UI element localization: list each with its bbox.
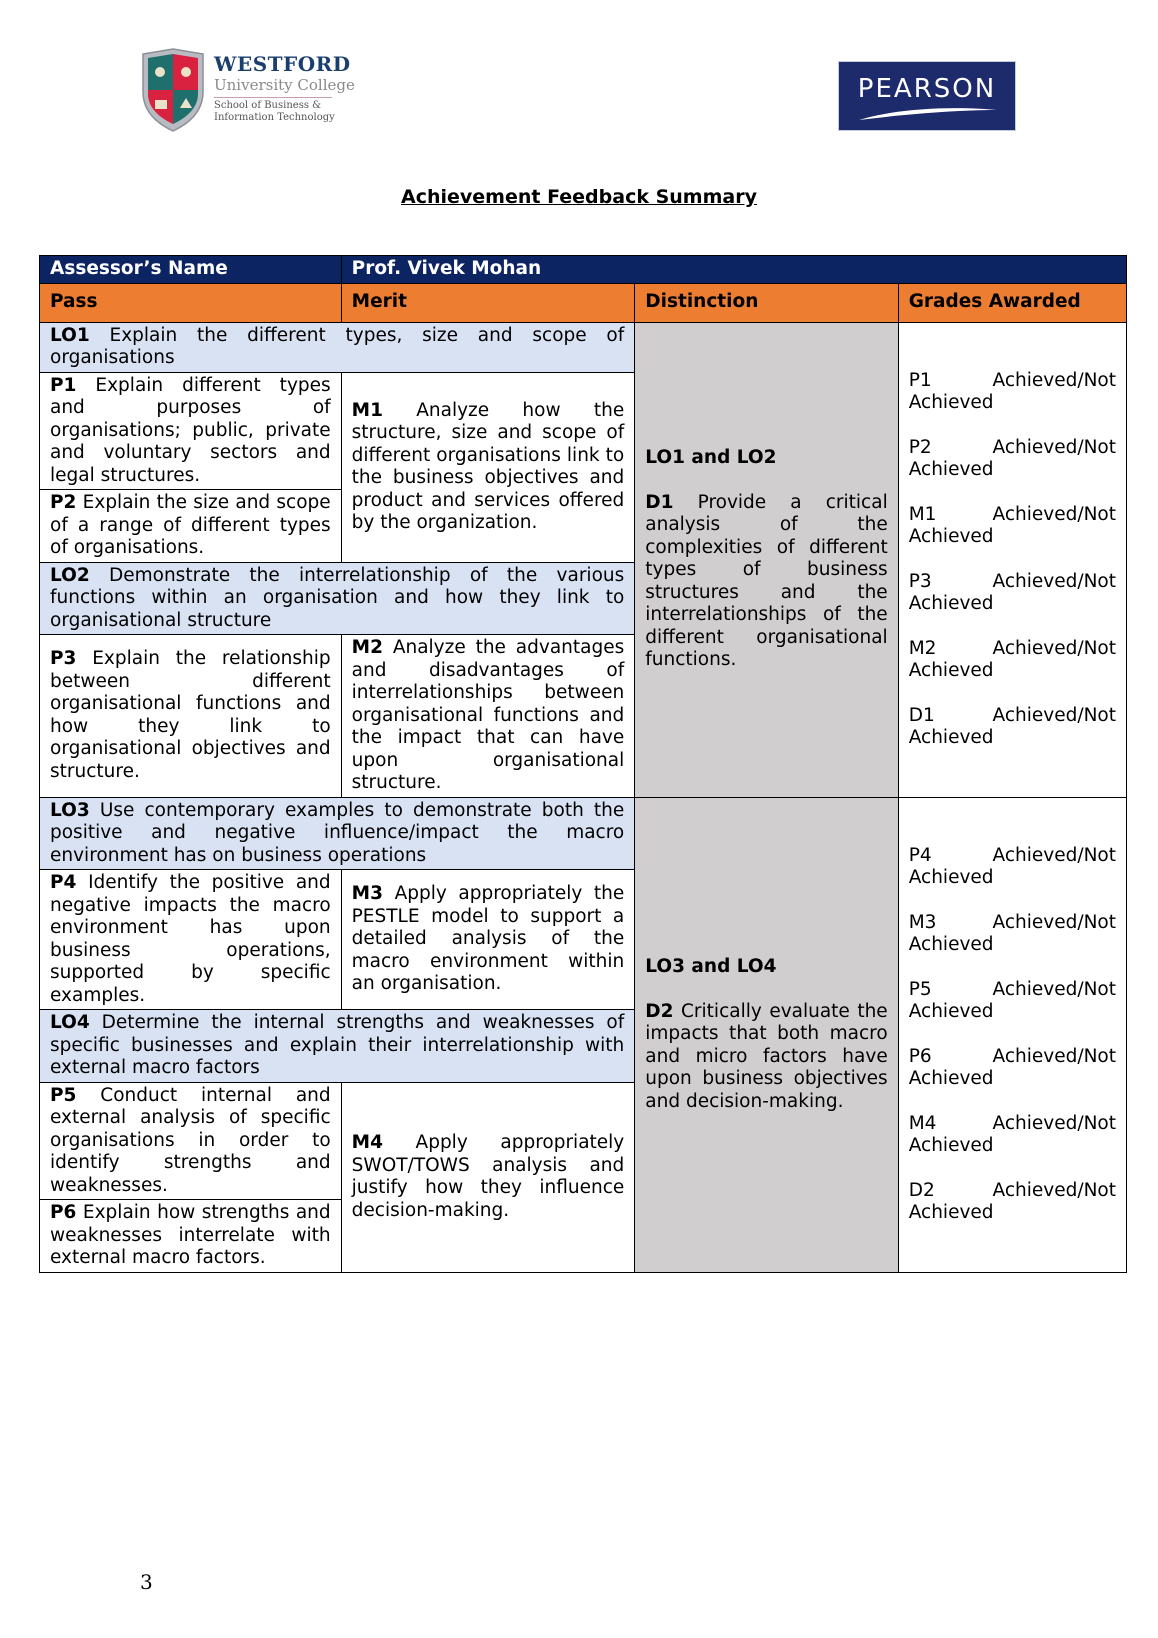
- d2-heading: LO3 and LO4: [645, 956, 777, 977]
- d2-code: D2: [645, 1000, 674, 1022]
- p2-cell: [40, 490, 342, 563]
- p3-cell: [40, 635, 342, 798]
- westford-shield-icon: [140, 48, 206, 132]
- document-title: Achievement Feedback Summary: [401, 186, 757, 208]
- grade-p5: P5 Achieved/Not Achieved: [908, 978, 1116, 1022]
- pearson-swoosh-icon: [857, 106, 999, 122]
- assessor-row: [40, 256, 1127, 284]
- assessor-value: Prof. Vivek Mohan: [341, 256, 1126, 284]
- d1-text: Provide a critical analysis of the complexities of different types of business structures and the interrelationships of the different organisational functions.: [645, 491, 888, 671]
- lo4-cell: [40, 1010, 635, 1083]
- m2-text: Analyze the advantages and disadvantages of interrelationships between organisational functions and the impact that can have upon organisational structure.: [351, 637, 625, 793]
- p5-cell: [40, 1082, 342, 1200]
- p1-text: Explain different types and purposes of organisations; public, private and voluntary sectors and legal structures.: [50, 374, 331, 486]
- grade-p2: P2 Achieved/Not Achieved: [908, 436, 1116, 480]
- m1-cell: [341, 372, 635, 562]
- lo1-row: [40, 322, 1127, 372]
- m3-code: M3: [351, 883, 383, 905]
- grade-m2: M2 Achieved/Not Achieved: [908, 637, 1116, 681]
- m4-text: Apply appropriately SWOT/TOWS analysis and justify how they influence decision-making.: [351, 1132, 625, 1221]
- p3-text: Explain the relationship between different organisational functions and how they link to organisational objectives and structure.: [50, 648, 331, 782]
- grade-p1: P1 Achieved/Not Achieved: [908, 369, 1116, 413]
- distinction-d2-cell: [635, 797, 898, 1272]
- westford-school-line1: School of Business &: [214, 100, 322, 111]
- p5-code: P5: [50, 1084, 77, 1106]
- westford-subtitle: University College: [214, 76, 355, 94]
- achievement-table: [39, 255, 1127, 1273]
- m3-text: Apply appropriately the PESTLE model to support a detailed analysis of the macro environment within an organisation.: [351, 883, 625, 995]
- lo1-code: LO1: [50, 324, 90, 346]
- m1-text: Analyze how the structure, size and scope of different organisations link to the business objectives and product and services offered by the organization.: [351, 399, 625, 533]
- lo4-text: Determine the internal strengths and weaknesses of specific businesses and explain their interrelationship with external macro factors: [50, 1012, 625, 1078]
- p2-text: Explain the size and scope of a range of different types of organisations.: [50, 492, 331, 558]
- grade-m1: M1 Achieved/Not Achieved: [908, 503, 1116, 547]
- grade-d2: D2 Achieved/Not Achieved: [908, 1179, 1116, 1223]
- westford-logo: [140, 48, 355, 132]
- grade-m4: M4 Achieved/Not Achieved: [908, 1112, 1116, 1156]
- m4-code: M4: [351, 1132, 383, 1153]
- grades-group-2: [898, 797, 1126, 1272]
- d1-criterion: [645, 492, 887, 672]
- d2-criterion: [645, 1001, 887, 1114]
- p2-code: P2: [50, 492, 77, 513]
- assessor-label: Assessor’s Name: [40, 256, 342, 284]
- westford-name: WESTFORD: [214, 52, 351, 76]
- d1-heading: LO1 and LO2: [645, 447, 777, 469]
- lo3-cell: [40, 797, 635, 870]
- column-header-row: [40, 283, 1127, 322]
- grade-m3: M3 Achieved/Not Achieved: [908, 911, 1116, 955]
- westford-school-line2: Information Technology: [214, 112, 335, 123]
- p5-text: Conduct internal and external analysis of specific organisations in order to identify strengths and weaknesses.: [50, 1084, 331, 1196]
- p1-code: P1: [50, 374, 77, 396]
- grade-p4: P4 Achieved/Not Achieved: [908, 844, 1116, 888]
- lo3-code: LO3: [50, 799, 90, 821]
- m2-cell: [341, 635, 635, 798]
- lo3-row: [40, 797, 1127, 870]
- lo4-code: LO4: [50, 1012, 90, 1033]
- distinction-header: Distinction: [635, 283, 898, 322]
- p3-code: P3: [50, 648, 77, 670]
- m1-code: M1: [351, 399, 383, 421]
- p6-cell: [40, 1200, 342, 1273]
- m4-cell: [341, 1082, 635, 1272]
- grades-header: Grades Awarded: [898, 283, 1126, 322]
- m3-cell: [341, 870, 635, 1010]
- lo1-cell: [40, 322, 635, 372]
- lo2-text: Demonstrate the interrelationship of the various functions within an organisation and how they link to organisational structure: [50, 564, 625, 631]
- p1-cell: [40, 372, 342, 490]
- p6-text: Explain how strengths and weaknesses interrelate with external macro factors.: [50, 1202, 331, 1268]
- m2-code: M2: [351, 637, 383, 658]
- grades-group-1: [898, 322, 1126, 797]
- p4-text: Identify the positive and negative impacts the macro environment has upon business operations, supported by specific examples.: [50, 872, 331, 1006]
- pearson-name: PEARSON: [857, 74, 997, 104]
- distinction-d1-cell: [635, 322, 898, 797]
- grade-d1: D1 Achieved/Not Achieved: [908, 704, 1116, 748]
- merit-header: Merit: [341, 283, 635, 322]
- pass-header: Pass: [40, 283, 342, 322]
- grade-p3: P3 Achieved/Not Achieved: [908, 570, 1116, 614]
- lo2-cell: [40, 562, 635, 635]
- pearson-logo: [838, 61, 1016, 131]
- lo2-code: LO2: [50, 564, 90, 586]
- westford-divider: [214, 97, 332, 98]
- p6-code: P6: [50, 1202, 77, 1223]
- d1-code: D1: [645, 491, 674, 513]
- p4-code: P4: [50, 872, 77, 893]
- lo1-text: Explain the different types, size and scope of organisations: [50, 324, 625, 368]
- lo3-text: Use contemporary examples to demonstrate both the positive and negative influence/impact the macro environment has on business operations: [50, 799, 625, 866]
- grade-p6: P6 Achieved/Not Achieved: [908, 1045, 1116, 1089]
- p4-cell: [40, 870, 342, 1010]
- page-number: 3: [140, 1570, 153, 1594]
- d2-text: Critically evaluate the impacts that both macro and micro factors have upon business objectives and decision-making.: [645, 1000, 888, 1112]
